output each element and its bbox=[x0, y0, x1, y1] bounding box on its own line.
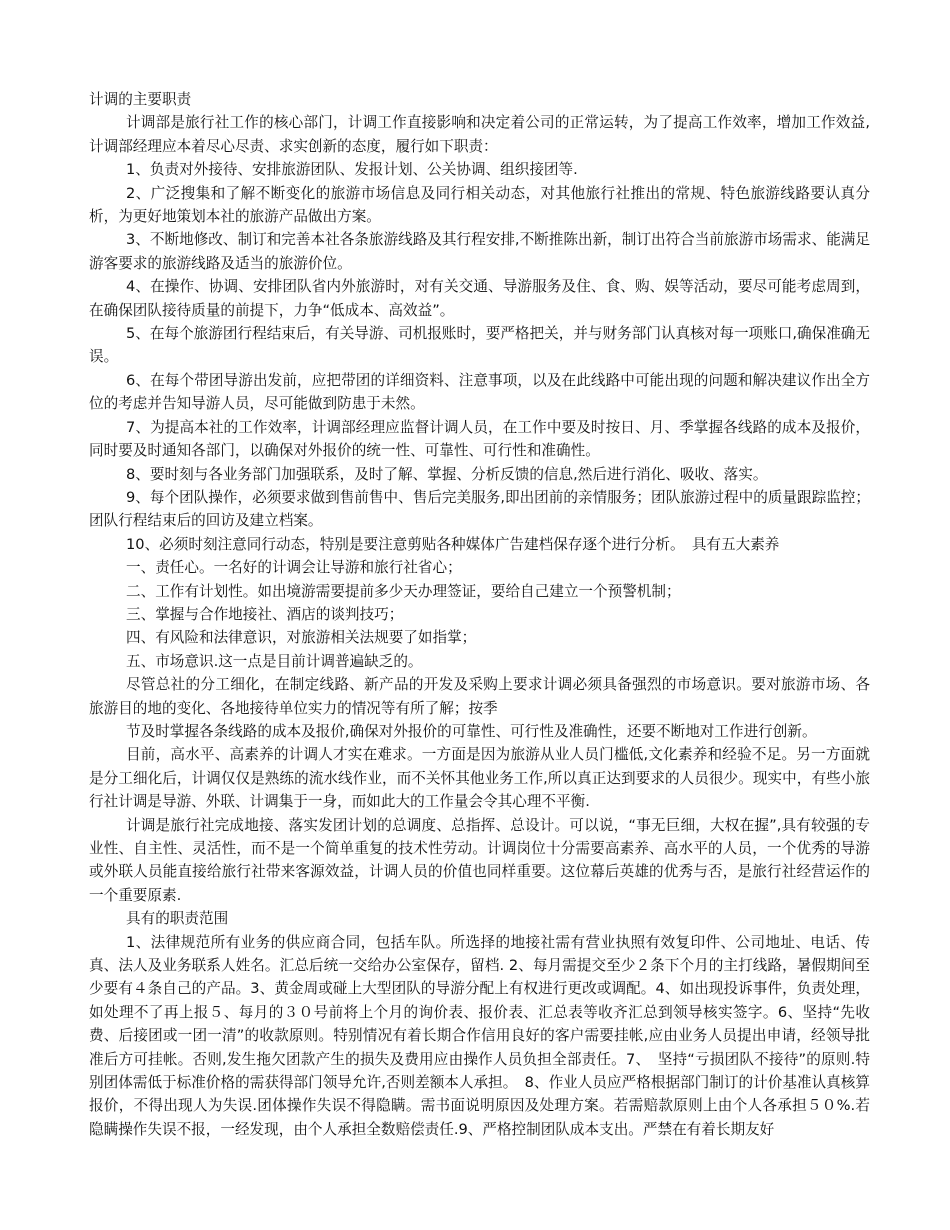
duty-item: 6、在每个带团导游出发前，应把带团的详细资料、注意事项，以及在此线路中可能出现的问题和解决建议作出全方位的考虑并告知导游人员，尽可能做到防患于未然。 bbox=[89, 371, 870, 413]
quality-item: 一、责任心。一名好的计调会让导游和旅行社省心； bbox=[126, 559, 462, 577]
duty-item: 10、必须时刻注意同行动态，特别是要注意剪贴各种媒体广告建档保存逐个进行分析。 具有五大素养 bbox=[126, 535, 780, 553]
talent-paragraph: 目前，高水平、高素养的计调人才实在难求。一方面是因为旅游从业人员门槛低,文化素养和经验不足。另一方面就是分工细化后，计调仅仅是熟练的流水线作业，而不关怀其他业务工作,所以真正达到要求的人员很少。现实中，有些小旅行社计调是导游、外联、计调集于一身，而如此大的工作量会令其心理不平衡. bbox=[89, 746, 870, 811]
duty-item: 5、在每个旅游团行程结束后，有关导游、司机报账时，要严格把关，并与财务部门认真核对每一项账口,确保准确无误。 bbox=[89, 325, 870, 366]
duty-item: 2、广泛搜集和了解不断变化的旅游市场信息及同行相关动态，对其他旅行社推出的常规、特色旅游线路要认真分析，为更好地策划本社的旅游产品做出方案。 bbox=[89, 184, 870, 226]
duty-item: 1、负责对外接待、安排旅游团队、发报计划、公关协调、组织接团等. bbox=[126, 161, 578, 179]
section-title: 计调的主要职责 bbox=[89, 91, 192, 108]
market-paragraph-continued: 节及时掌握各条线路的成本及报价,确保对外报价的可靠性、可行性及准确性，还要不断地对工作进行创新。 bbox=[126, 722, 817, 740]
quality-item: 三、掌握与合作地接社、酒店的谈判技巧； bbox=[126, 605, 404, 623]
market-paragraph: 尽管总社的分工细化，在制定线路、新产品的开发及采购上要求计调必须具备强烈的市场意识。要对旅游市场、各旅游目的地的变化、各地接待单位实力的情况等有所了解；按季 bbox=[89, 676, 870, 717]
intro-paragraph: 计调部是旅行社工作的核心部门，计调工作直接影响和决定着公司的正常运转，为了提高工作效率，增加工作效益,计调部经理应本着尽心尽责、求实创新的态度，履行如下职责： bbox=[89, 114, 870, 155]
quality-item: 二、工作有计划性。如出境游需要提前多少天办理签证，要给自己建立一个预警机制； bbox=[126, 582, 681, 600]
quality-item: 五、市场意识.这一点是目前计调普遍缺乏的。 bbox=[126, 652, 423, 670]
duty-item: 8、要时刻与各业务部门加强联系，及时了解、掌握、分析反馈的信息,然后进行消化、吸收、落实。 bbox=[126, 465, 768, 483]
scope-heading: 具有的职责范围 bbox=[126, 910, 229, 928]
duty-item: 9、每个团队操作，必须要求做到售前售中、售后完美服务,即出团前的亲情服务；团队旅游过程中的质量跟踪监控；团队行程结束后的回访及建立档案。 bbox=[89, 488, 870, 530]
duty-item: 3、不断地修改、制订和完善本社各条旅游线路及其行程安排,不断推陈出新，制订出符合当前旅游市场需求、能满足游客要求的旅游线路及适当的旅游价位。 bbox=[89, 231, 870, 272]
role-paragraph: 计调是旅行社完成地接、落实发团计划的总调度、总指挥、总设计。可以说，“事无巨细，大权在握”,具有较强的专业性、自主性、灵活性，而不是一个简单重复的技术性劳动。计调岗位十分需要高素养、高水平的人员，一个优秀的导游或外联人员能直接给旅行社带来客源效益，计调人员的价值也同样重要。这位幕后英雄的优秀与否，是旅行社经营运作的一个重要原素. bbox=[89, 816, 870, 904]
quality-item: 四、有风险和法律意识，对旅游相关法规要了如指掌； bbox=[126, 629, 477, 647]
duty-item: 4、在操作、协调、安排团队省内外旅游时，对有关交通、导游服务及住、食、购、娱等活动，要尽可能考虑周到，在确保团队接待质量的前提下，力争“低成本、高效益”。 bbox=[89, 278, 870, 319]
duty-item: 7、为提高本社的工作效率，计调部经理应监督计调人员，在工作中要及时按日、月、季掌握各线路的成本及报价，同时要及时通知各部门，以确保对外报价的统一性、可靠性、可行性和准确性。 bbox=[89, 418, 870, 460]
scope-paragraph: 1、法律规范所有业务的供应商合同，包括车队。所选择的地接社需有营业执照有效复印件、公司地址、电话、传真、法人及业务联系人姓名。汇总后统一交给办公室保存，留档. 2、每月需提交至少２条下个月的主打线路，暑假期间至少要有４条自己的产品。3、黄金周或碰上大型团队的导游分配上有权进行更改或调配。4、如出现投诉事件，负责处理，如处理不了再上报５、每月的３０号前将上个月的询价表、报价表、汇总表等收齐汇总到领导核实签字。6、坚持“先收费、后接团或一团一清”的收款原则。特别情况有着长期合作信用良好的客户需要挂帐,应由业务人员提出申请，经领导批准后方可挂帐。否则,发生拖欠团款产生的损失及费用应由操作人员负担全部责任。7、 坚持“亏损团队不接待”的原则.特别团体需低于标准价格的需获得部门领导允许,否则差额本人承担。 8、作业人员应严格根据部门制订的计价基准认真核算报价，不得出现人为失误.团体操作失误不得隐瞒。需书面说明原因及处理方案。若需赔款原则上由个人各承担５０%.若隐瞒操作失误不报，一经发现，由个人承担全数赔偿责任.9、严格控制团队成本支出。严禁在有着长期友好 bbox=[89, 933, 870, 1138]
